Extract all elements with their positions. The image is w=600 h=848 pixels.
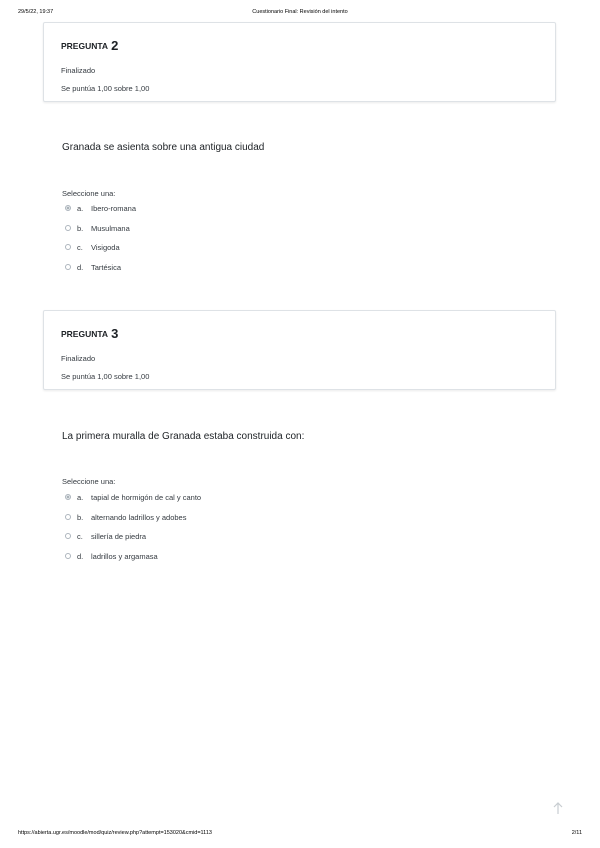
answer-option[interactable]: [65, 532, 365, 552]
question-grade: Se puntúa 1,00 sobre 1,00: [61, 84, 150, 93]
question-text-3: La primera muralla de Granada estaba construida con:: [62, 431, 305, 442]
answer-option[interactable]: [65, 224, 365, 244]
print-page-number: 2/11: [571, 830, 582, 836]
question-label: PREGUNTA: [61, 329, 109, 339]
answer-option[interactable]: [65, 493, 365, 513]
answer-letter: d.: [77, 551, 84, 561]
question-info-3: [43, 310, 556, 390]
question-info-2: [43, 22, 556, 102]
answer-text: ladrillos y argamasa: [91, 551, 158, 561]
radio-icon[interactable]: [65, 533, 71, 539]
answer-letter: b.: [77, 512, 84, 522]
answer-text: alternando ladrillos y adobes: [91, 512, 187, 522]
radio-icon[interactable]: [65, 514, 71, 520]
question-grade: Se puntúa 1,00 sobre 1,00: [61, 372, 150, 381]
radio-icon[interactable]: [65, 244, 71, 250]
question-number-value: 2: [111, 38, 119, 53]
answer-text: Musulmana: [91, 223, 130, 233]
answer-text: Tartésica: [91, 262, 122, 272]
answer-list-3: [65, 493, 365, 571]
answer-prompt-3: Seleccione una:: [62, 477, 116, 486]
answer-letter: d.: [77, 262, 84, 272]
radio-checked-icon[interactable]: [65, 494, 71, 500]
answer-option[interactable]: [65, 204, 365, 224]
print-title: Cuestionario Final: Revisión del intento: [252, 9, 348, 15]
print-url: https://abierta.ugr.es/moodle/mod/quiz/review.php?attempt=153020&cmid=1113: [18, 830, 212, 836]
radio-icon[interactable]: [65, 225, 71, 231]
question-state: Finalizado: [61, 354, 96, 363]
arrow-up-icon-svg: [553, 802, 563, 815]
answer-option[interactable]: [65, 243, 365, 263]
radio-icon[interactable]: [65, 264, 71, 270]
answer-letter: c.: [77, 532, 83, 541]
arrow-up-icon[interactable]: [551, 802, 565, 816]
answer-prompt-2: Seleccione una:: [62, 189, 116, 198]
answer-text: Ibero-romana: [91, 204, 137, 213]
answer-letter: a.: [77, 204, 84, 213]
answer-option[interactable]: [65, 263, 365, 283]
answer-text: Visigoda: [91, 243, 120, 252]
question-state: Finalizado: [61, 66, 96, 75]
answer-letter: b.: [77, 223, 84, 233]
answer-text: tapial de hormigón de cal y canto: [91, 493, 202, 502]
answer-text: sillería de piedra: [91, 532, 147, 541]
radio-icon[interactable]: [65, 553, 71, 559]
answer-option[interactable]: [65, 513, 365, 533]
question-number: [61, 37, 118, 52]
question-text-2: Granada se asienta sobre una antigua ciudad: [62, 142, 265, 153]
answer-list-2: [65, 204, 365, 282]
question-label: PREGUNTA: [61, 41, 109, 51]
question-number: [61, 325, 118, 340]
radio-checked-icon[interactable]: [65, 205, 71, 211]
print-date: 29/5/22, 19:37: [18, 9, 54, 15]
answer-letter: a.: [77, 493, 84, 502]
question-number-value: 3: [111, 326, 119, 341]
answer-letter: c.: [77, 243, 83, 252]
answer-option[interactable]: [65, 552, 365, 572]
